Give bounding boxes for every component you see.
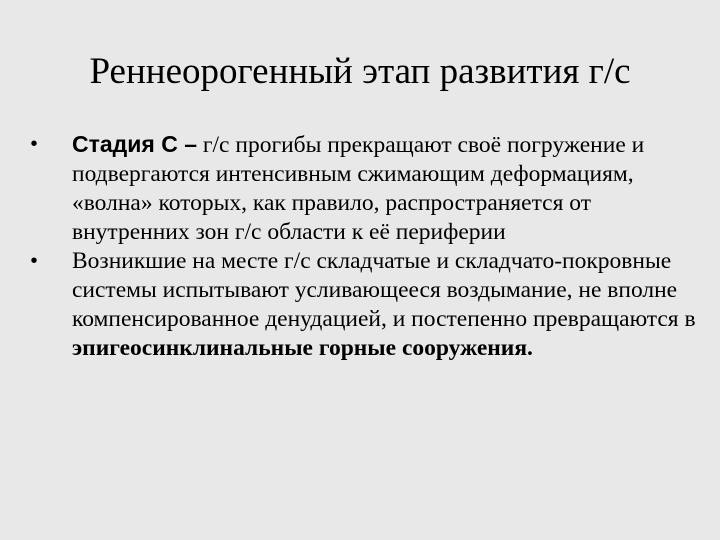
bullet-item-uplift <box>24 247 704 363</box>
bullet-item-stage-c <box>24 130 704 247</box>
bullet-marker: • <box>30 133 38 155</box>
bullet-bold-term: эпигеосинклинальные горные сооружения. <box>72 335 533 361</box>
bullet-marker: • <box>30 250 38 272</box>
bullet-lead: Стадия С – <box>72 131 198 157</box>
bullet-text: Возникшие на месте г/с складчатые и складчато-покровные системы испытывают усливающееся воздымание, не вполне компенсированное денудацией, и постепенно превращаются в <box>72 248 696 332</box>
slide-title: Реннеорогенный этап развития г/с <box>89 51 631 92</box>
bullet-list <box>24 130 704 363</box>
bullet-text: г/с прогибы прекращают своё погружение и подвергаются интенсивным сжимающим деформациям, «волна» которых, как правило, распространяется от внутренних зон г/с области к её периферии <box>72 132 645 245</box>
